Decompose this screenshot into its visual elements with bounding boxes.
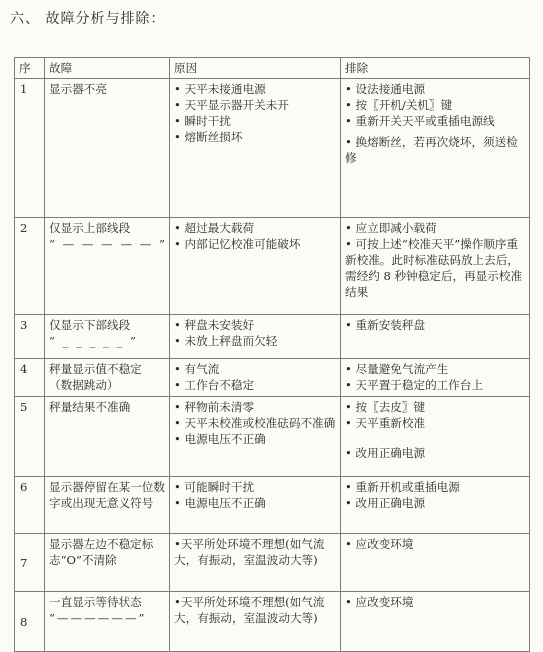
table-row bbox=[15, 397, 530, 477]
fix-item: • 按〖去皮〗键 bbox=[345, 400, 426, 414]
table-row bbox=[15, 79, 530, 218]
row-number: 5 bbox=[15, 397, 45, 477]
fault-symbol: “——————” bbox=[49, 611, 147, 625]
cause-item: • 天平未接通电源 bbox=[174, 82, 266, 96]
fault-text: （数据跳动） bbox=[49, 378, 119, 392]
row-number: 7 bbox=[15, 534, 45, 592]
cause-item: • 秤盘未安装好 bbox=[174, 318, 255, 332]
fix-cell bbox=[341, 359, 530, 397]
cause-item: • 电源电压不正确 bbox=[174, 496, 266, 510]
fault-cell bbox=[45, 315, 170, 359]
fix-item: • 按〖开机/关机〗键 bbox=[345, 98, 453, 112]
cause-cell bbox=[170, 477, 341, 534]
cause-item: • 天平显示器开关未开 bbox=[174, 98, 289, 112]
table-header-row bbox=[15, 58, 530, 79]
header-no: 序 bbox=[15, 58, 45, 79]
cause-item: •天平所处环境不理想(如气流大，有振动，室温波动大等) bbox=[174, 537, 325, 567]
fault-text: 一直显示等待状态 bbox=[49, 595, 142, 609]
cause-item: • 未放上秤盘而欠轻 bbox=[174, 334, 278, 348]
cause-item: • 秤物前未清零 bbox=[174, 400, 255, 414]
fault-text: 仅显示上部线段 bbox=[49, 221, 131, 235]
header-fix: 排除 bbox=[341, 58, 530, 79]
cause-item: • 熔断丝损坏 bbox=[174, 130, 243, 144]
cause-cell bbox=[170, 592, 341, 652]
fix-item: • 改用正确电源 bbox=[345, 496, 426, 510]
row-number: 2 bbox=[15, 218, 45, 315]
row-number: 6 bbox=[15, 477, 45, 534]
fix-item: • 换熔断丝，若再次烧坏，须送检修 bbox=[345, 135, 518, 165]
cause-cell bbox=[170, 79, 341, 218]
fix-cell bbox=[341, 79, 530, 218]
fix-item: • 重新安装秤盘 bbox=[345, 318, 426, 332]
cause-item: • 瞬时干扰 bbox=[174, 114, 231, 128]
table-row bbox=[15, 534, 530, 592]
fix-item: • 应立即减小载荷 bbox=[345, 221, 437, 235]
cause-cell bbox=[170, 315, 341, 359]
fix-cell bbox=[341, 592, 530, 652]
fix-item: • 应改变环境 bbox=[345, 595, 414, 609]
fix-item: • 改用正确电源 bbox=[345, 446, 426, 460]
fault-text: 仅显示下部线段 bbox=[49, 318, 131, 332]
fault-text: 秤量显示值不稳定 bbox=[49, 362, 142, 376]
fix-item: • 设法接通电源 bbox=[345, 82, 426, 96]
row-number: 8 bbox=[15, 592, 45, 652]
fault-text: 显示器停留在某一位数字或出现无意义符号 bbox=[49, 480, 165, 510]
row-number: 1 bbox=[15, 79, 45, 218]
table-row bbox=[15, 218, 530, 315]
table-row bbox=[15, 477, 530, 534]
fault-text: 秤量结果不准确 bbox=[49, 400, 131, 414]
header-fault: 故障 bbox=[45, 58, 170, 79]
cause-item: • 工作台不稳定 bbox=[174, 378, 255, 392]
row-number: 3 bbox=[15, 315, 45, 359]
table-row bbox=[15, 315, 530, 359]
troubleshooting-table bbox=[14, 57, 530, 652]
fault-text: 显示器左边不稳定标志“O”不清除 bbox=[49, 537, 154, 567]
table-row bbox=[15, 359, 530, 397]
fix-cell bbox=[341, 315, 530, 359]
cause-item: • 超过最大载荷 bbox=[174, 221, 255, 235]
fault-text: 显示器不亮 bbox=[49, 82, 107, 96]
fix-cell bbox=[341, 397, 530, 477]
fault-symbol: “ — — — — — ” bbox=[49, 237, 167, 251]
fix-item: • 天平重新校准 bbox=[345, 416, 426, 430]
fix-item: • 天平置于稳定的工作台上 bbox=[345, 378, 484, 392]
cause-item: • 可能瞬时干扰 bbox=[174, 480, 255, 494]
fix-item: • 可按上述“校准天平”操作顺序重新校准。此时标准砝码放上去后，需经约 8 秒钟稳定后，再显示校准结果 bbox=[345, 237, 523, 299]
cause-item: • 电源电压不正确 bbox=[174, 432, 266, 446]
cause-cell bbox=[170, 218, 341, 315]
fault-cell bbox=[45, 218, 170, 315]
fault-cell bbox=[45, 477, 170, 534]
fix-cell bbox=[341, 534, 530, 592]
cause-cell bbox=[170, 359, 341, 397]
cause-item: • 内部记忆校准可能破坏 bbox=[174, 237, 301, 251]
fix-item: • 重新开机或重插电源 bbox=[345, 480, 460, 494]
fault-symbol: “ _ _ _ _ _ ” bbox=[49, 334, 138, 348]
cause-cell bbox=[170, 534, 341, 592]
cause-item: • 有气流 bbox=[174, 362, 220, 376]
fault-cell bbox=[45, 592, 170, 652]
row-number: 4 bbox=[15, 359, 45, 397]
fault-cell bbox=[45, 359, 170, 397]
cause-cell bbox=[170, 397, 341, 477]
table-row bbox=[15, 592, 530, 652]
fix-item: • 重新开关天平或重插电源线 bbox=[345, 114, 495, 128]
fault-cell bbox=[45, 534, 170, 592]
fault-cell bbox=[45, 397, 170, 477]
fix-item: • 应改变环境 bbox=[345, 537, 414, 551]
fix-cell bbox=[341, 477, 530, 534]
fault-cell bbox=[45, 79, 170, 218]
fix-item: • 尽量避免气流产生 bbox=[345, 362, 449, 376]
cause-item: •天平所处环境不理想(如气流大，有振动，室温波动大等) bbox=[174, 595, 325, 625]
section-title: 六、 故障分析与排除： bbox=[10, 11, 166, 27]
header-cause: 原因 bbox=[170, 58, 341, 79]
fix-cell bbox=[341, 218, 530, 315]
cause-item: • 天平未校准或校准砝码不准确 bbox=[174, 416, 336, 430]
